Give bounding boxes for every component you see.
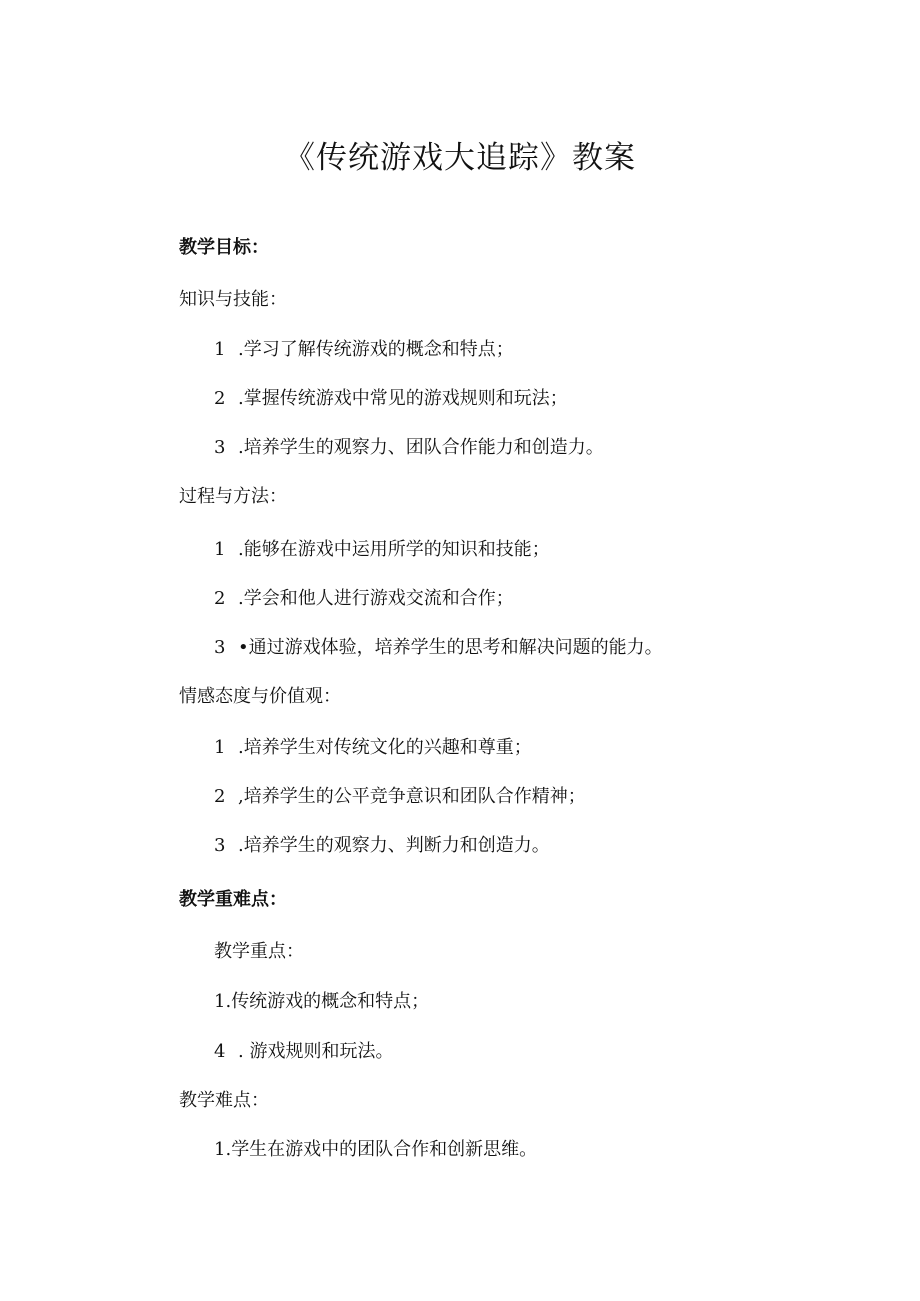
list-item-number: 1 xyxy=(214,339,226,360)
list-item-text: .学习了解传统游戏的概念和特点； xyxy=(238,339,514,360)
list-item xyxy=(214,387,568,411)
section-heading-goals: 教学目标： xyxy=(179,237,269,258)
list-item xyxy=(214,785,586,809)
list-item-text: ,培养学生的公平竞争意识和团队合作精神； xyxy=(238,786,586,807)
list-item-number: 3 xyxy=(214,637,226,658)
list-item-text: 传统游戏的概念和特点； xyxy=(231,991,430,1012)
list-item xyxy=(214,736,532,760)
list-item-number: 1 xyxy=(214,539,226,560)
list-item-number: 3 xyxy=(214,835,226,856)
list-item-number: 1. xyxy=(214,991,232,1012)
list-item-text: .能够在游戏中运用所学的知识和技能； xyxy=(238,539,550,560)
document-title: 《传统游戏大追踪》教案 xyxy=(284,140,636,176)
list-item-number: 2 xyxy=(214,786,226,807)
section-heading-key-points: 教学重难点： xyxy=(179,889,287,910)
list-item-text: . 游戏规则和玩法。 xyxy=(238,1041,394,1062)
list-item-text: .学会和他人进行游戏交流和合作； xyxy=(238,588,514,609)
list-item xyxy=(214,1138,537,1162)
subheading-knowledge: 知识与技能： xyxy=(179,289,287,310)
list-item xyxy=(214,538,550,562)
list-item xyxy=(214,436,604,460)
list-item-text: .培养学生的观察力、团队合作能力和创造力。 xyxy=(238,437,604,458)
subheading-focus: 教学重点： xyxy=(214,941,304,962)
list-item xyxy=(214,990,429,1014)
list-item xyxy=(214,834,550,858)
list-item-text: •通过游戏体验，培养学生的思考和解决问题的能力。 xyxy=(238,637,663,658)
subheading-attitude: 情感态度与价值观： xyxy=(179,686,341,707)
list-item xyxy=(214,1040,393,1064)
list-item-number: 1 xyxy=(214,737,226,758)
list-item-number: 2 xyxy=(214,588,226,609)
list-item-text: .掌握传统游戏中常见的游戏规则和玩法； xyxy=(238,388,568,409)
list-item xyxy=(214,636,663,660)
list-item-number: 3 xyxy=(214,437,226,458)
list-item-number: 4 xyxy=(214,1041,226,1062)
list-item-number: 2 xyxy=(214,388,226,409)
list-item xyxy=(214,338,514,362)
subheading-difficulty: 教学难点： xyxy=(179,1090,269,1111)
list-item-number: 1. xyxy=(214,1139,232,1160)
subheading-process: 过程与方法： xyxy=(179,486,287,507)
list-item xyxy=(214,587,514,611)
list-item-text: .培养学生对传统文化的兴趣和尊重； xyxy=(238,737,532,758)
list-item-text: 学生在游戏中的团队合作和创新思维。 xyxy=(231,1139,538,1160)
list-item-text: .培养学生的观察力、判断力和创造力。 xyxy=(238,835,550,856)
